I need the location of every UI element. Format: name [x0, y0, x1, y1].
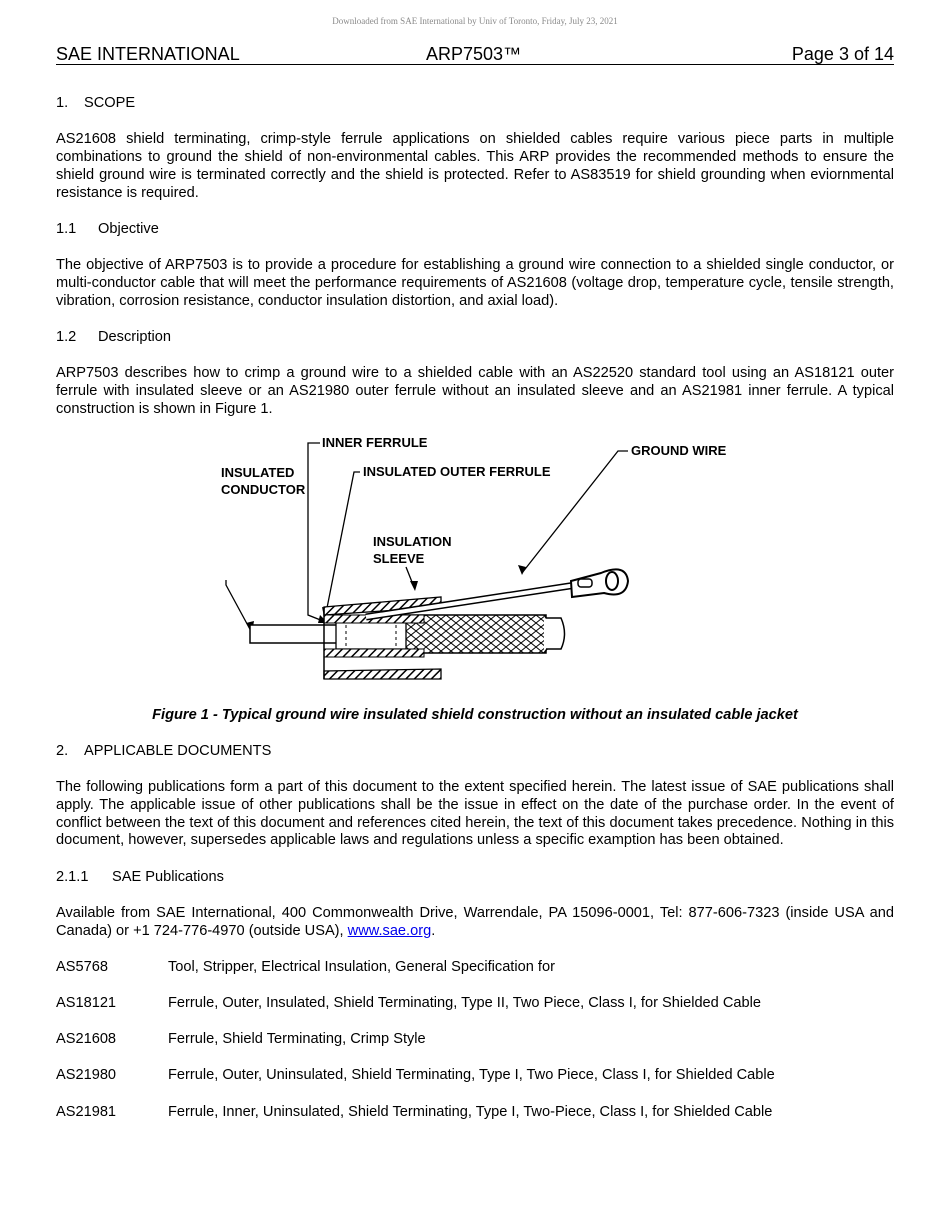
heading-objective: 1.1 Objective [56, 220, 159, 237]
page-header [56, 44, 894, 65]
ground-wire-construction-diagram [216, 435, 736, 697]
label-conductor: CONDUCTOR [221, 481, 306, 497]
description-paragraph: ARP7503 describes how to crimp a ground wire to a shielded cable with an AS22520 standard tool using an AS18121 outer ferrule with insulated sleeve or an AS21980 outer ferrule without an insulated sleeve and an AS21981 inner ferrule. A typical construction is shown in Figure 1. [56, 364, 894, 417]
heading-description: 1.2 Description [56, 328, 171, 345]
objective-paragraph: The objective of ARP7503 is to provide a procedure for establishing a ground wire connection to a shielded single conductor, or multi-conductor cable that will meet the performance requirements of AS21608 (voltage drop, temperature cycle, tensile strength, vibration, corrosion resistance, conductor insulation distortion, and axial load). [56, 256, 894, 309]
label-insulation: INSULATION [373, 533, 452, 549]
reference-code: AS18121 [56, 995, 117, 1012]
reference-title: Ferrule, Outer, Uninsulated, Shield Terminating, Type I, Two Piece, Class I, for Shielded Cable [168, 1067, 775, 1084]
reference-code: AS5768 [56, 958, 108, 975]
reference-row [56, 959, 894, 977]
applicable-paragraph: The following publications form a part of this document to the extent specified herein. The latest issue of SAE publications shall apply. The applicable issue of other publications shall be the issue in effect on the date of the purchase order. In the event of conflict between the text of this document and references cited herein, the text of this document takes precedence. Nothing in this document, however, supersedes applicable laws and regulations unless a specific examption has been obtained. [56, 779, 894, 849]
sae-website-link[interactable]: www.sae.org [347, 922, 432, 939]
reference-row [56, 1067, 894, 1085]
download-watermark: Downloaded from SAE International by Univ of Toronto, Friday, July 23, 2021 [332, 16, 618, 26]
figure-caption: Figure 1 - Typical ground wire insulated shield construction without an insulated cable jacket [152, 706, 798, 723]
header-page-number: Page 3 of 14 [791, 44, 894, 64]
outer-ferrule-bottom [324, 669, 441, 679]
heading-sae-publications: 2.1.1 SAE Publications [56, 868, 224, 885]
label-sleeve: SLEEVE [373, 550, 425, 566]
heading-scope: 1. SCOPE [56, 95, 136, 111]
reference-row [56, 1031, 894, 1049]
heading-applicable-documents: 2. APPLICABLE DOCUMENTS [56, 742, 272, 759]
reference-title: Ferrule, Inner, Uninsulated, Shield Terminating, Type I, Two-Piece, Class I, for Shielded Cable [168, 1103, 773, 1120]
sae-publications-paragraph: Available from SAE International, 400 Commonwealth Drive, Warrendale, PA 15096-0001, Tel: 877-606-7323 (inside USA and Canada) or +1 724-776-4970 (outside USA), www.sae.org. [56, 904, 894, 939]
label-insulated-outer-ferrule: INSULATED OUTER FERRULE [363, 463, 551, 479]
header-doc-number: ARP7503™ [426, 44, 522, 64]
reference-title: Ferrule, Shield Terminating, Crimp Style [168, 1031, 426, 1048]
label-insulated: INSULATED [221, 464, 295, 480]
header-org: SAE INTERNATIONAL [56, 44, 240, 64]
scope-paragraph: AS21608 shield terminating, crimp-style ferrule applications on shielded cables require various piece parts in multiple combinations to ground the shield of non-environmental cables. This ARP provides the recommended methods to ensure the shield ground wire is terminated correctly and the shield is protected. Refer to AS83519 for shield grounding when eviornmental resistance is required. [56, 131, 894, 201]
reference-code: AS21608 [56, 1031, 117, 1048]
document-body [56, 95, 894, 1140]
label-inner-ferrule: INNER FERRULE [322, 434, 428, 450]
reference-row [56, 995, 894, 1013]
reference-code: AS21981 [56, 1103, 117, 1120]
reference-code: AS21980 [56, 1067, 117, 1084]
figure-1 [56, 435, 894, 697]
reference-title: Tool, Stripper, Electrical Insulation, General Specification for [168, 958, 555, 975]
reference-row [56, 1104, 894, 1122]
reference-title: Ferrule, Outer, Insulated, Shield Terminating, Type II, Two Piece, Class I, for Shielded Cable [168, 995, 761, 1012]
label-ground-wire: GROUND WIRE [631, 442, 727, 458]
